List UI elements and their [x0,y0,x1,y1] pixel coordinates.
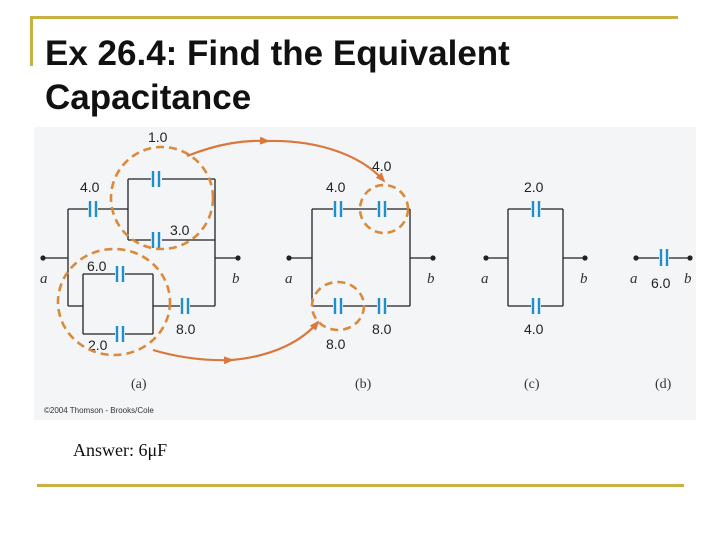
cap-label-8.0-left: 8.0 [326,336,346,352]
title-line-1: Ex 26.4: Find the Equivalent [45,34,510,73]
top-rule [30,16,678,19]
cap-label-3.0: 3.0 [170,222,190,238]
terminal-b-label: b [427,271,435,287]
cap-label-6.0: 6.0 [651,275,671,291]
sublabel-d: (d) [655,377,672,392]
arrow-segment-bottom-2 [232,322,318,360]
cap-label-8.0-right: 8.0 [372,321,392,337]
circuit-a [40,129,241,392]
cap-label-4.0: 4.0 [80,179,100,195]
terminal-a-label: a [285,271,293,287]
cap-label-2.0: 2.0 [88,337,108,353]
cap-label-4.0: 4.0 [524,321,544,337]
terminal-b-label: b [232,271,240,287]
arrow-segment-top-2 [268,141,384,181]
left-rule [30,16,33,66]
cap-label-4.0-right: 4.0 [372,158,392,174]
answer-text: Answer: 6μF [73,440,168,460]
terminal-a-label: a [481,271,489,287]
terminal-a-label: a [40,271,48,287]
cap-label-4.0-left: 4.0 [326,179,346,195]
sublabel-c: (c) [524,377,540,392]
cap-label-1.0: 1.0 [148,129,168,145]
circuit-diagram [34,127,696,420]
bottom-rule [37,484,684,487]
terminal-b-label: b [684,271,692,287]
copyright-notice: ©2004 Thomson - Brooks/Cole [44,406,154,415]
circuit-figure [34,127,696,420]
sublabel-b: (b) [355,377,372,392]
circuit-b [285,158,436,392]
title-line-2: Capacitance [45,78,252,117]
terminal-a-label: a [630,271,638,287]
circuit-d [630,249,693,392]
circuit-c [481,179,588,392]
sublabel-a: (a) [131,377,147,392]
cap-label-6.0: 6.0 [87,258,107,274]
highlight-circle-parallel-1-3 [111,147,213,249]
cap-label-8.0: 8.0 [176,321,196,337]
arrow-segment-top-1 [187,141,268,156]
terminal-b-label: b [580,271,588,287]
arrow-segment-bottom-1 [153,350,232,360]
slide-title [45,32,510,120]
cap-label-2.0: 2.0 [524,179,544,195]
